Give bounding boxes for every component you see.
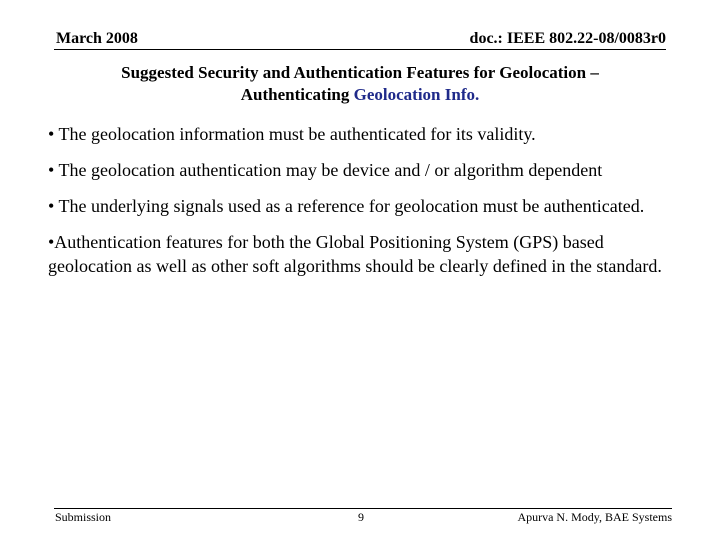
bullet-item: • The geolocation information must be authenticated for its validity. bbox=[48, 124, 536, 144]
title-line-2 bbox=[40, 84, 680, 106]
footer-submission: Submission bbox=[55, 510, 112, 524]
bullet-item: •Authentication features for both the Global Positioning System (GPS) based geolocation as well as other soft algorithms should be clearly defined in the standard. bbox=[48, 232, 662, 276]
bullet-item: • The underlying signals used as a reference for geolocation must be authenticated. bbox=[48, 196, 645, 216]
title-line-1: Suggested Security and Authentication Features for Geolocation – bbox=[121, 63, 599, 82]
slide-title bbox=[40, 62, 680, 106]
slide-body bbox=[48, 122, 678, 290]
footer-divider bbox=[54, 508, 672, 509]
title-line-2-part-1: Authenticating bbox=[240, 85, 354, 104]
footer-author: Apurva N. Mody, BAE Systems bbox=[517, 510, 672, 524]
header-doc-id: doc.: IEEE 802.22-08/0083r0 bbox=[469, 30, 666, 47]
header-divider bbox=[54, 49, 666, 50]
footer-page-number: 9 bbox=[358, 510, 364, 524]
title-line-2-part-2: Geolocation Info. bbox=[353, 85, 480, 104]
header-date: March 2008 bbox=[56, 30, 138, 47]
bullet-item: • The geolocation authentication may be device and / or algorithm dependent bbox=[48, 160, 603, 180]
